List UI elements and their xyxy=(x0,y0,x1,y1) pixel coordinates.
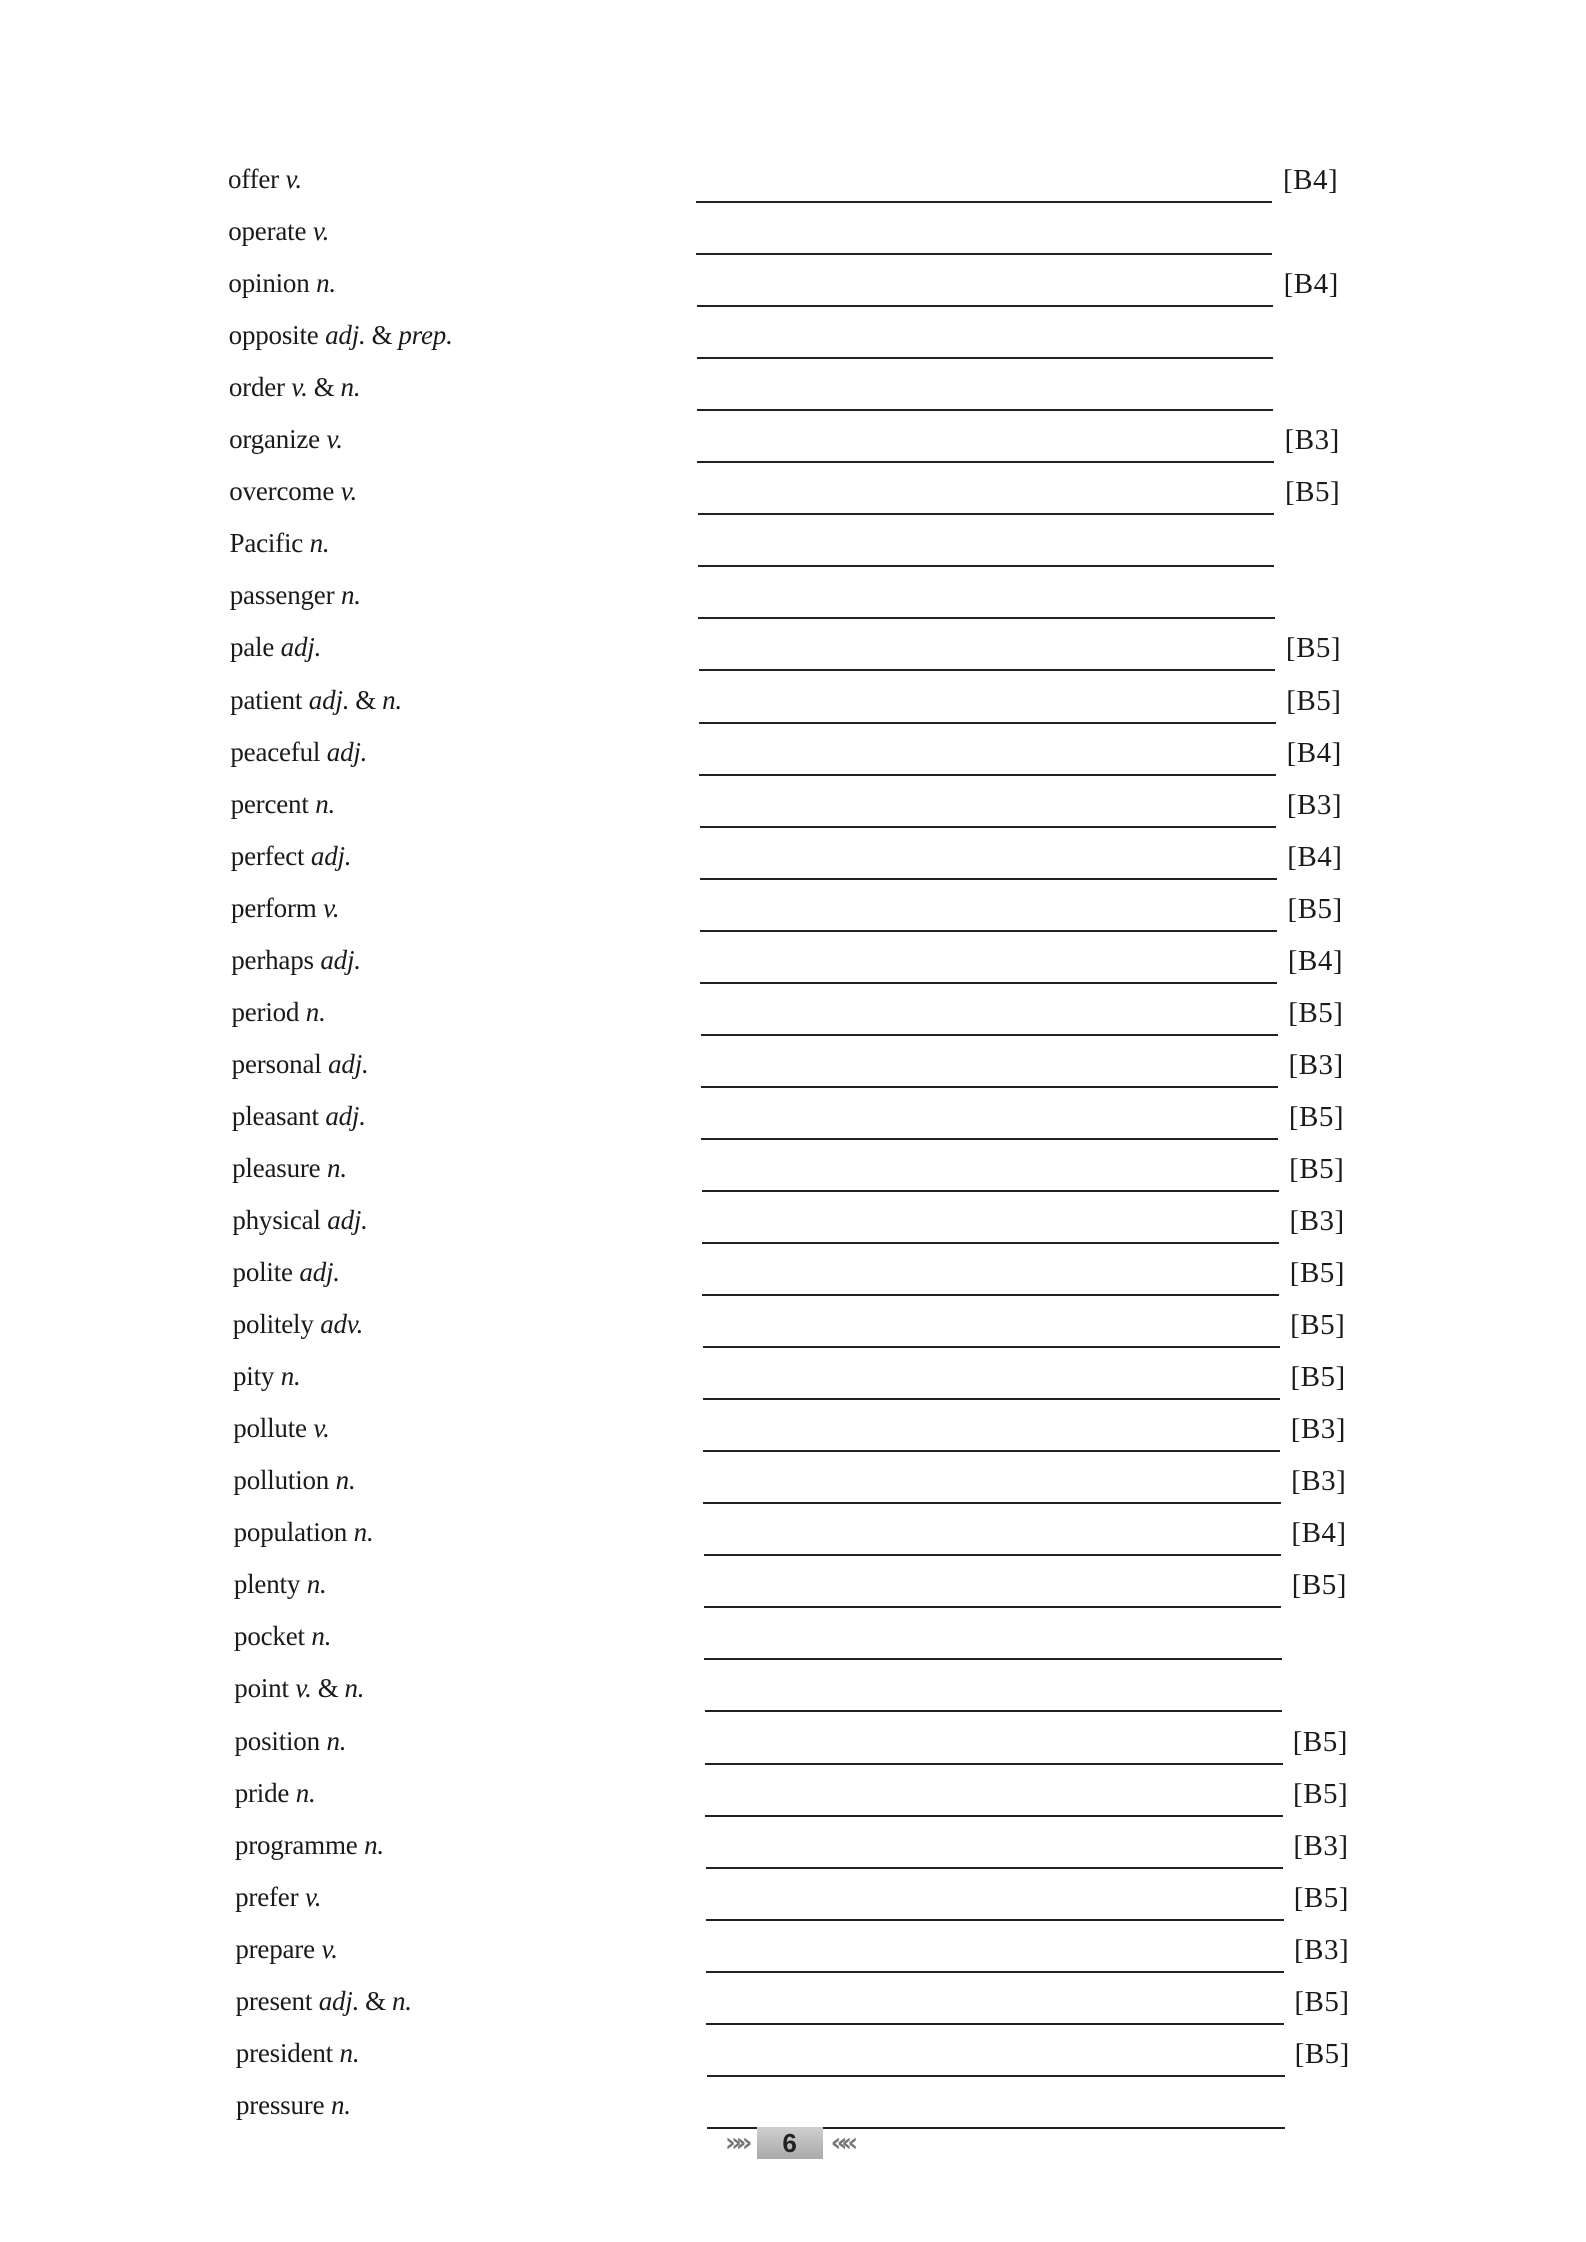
vocab-word xyxy=(234,1623,331,1650)
part-of-speech: n. xyxy=(311,1621,332,1652)
headword: patient xyxy=(230,684,303,715)
level-tag: [B5] xyxy=(1288,996,1344,1029)
answer-blank[interactable] xyxy=(706,1867,1284,1869)
level-tag: [B3] xyxy=(1291,1465,1347,1498)
headword: opposite xyxy=(228,320,319,351)
part-of-speech: n. xyxy=(306,1569,327,1600)
part-of-speech: n. xyxy=(280,1361,301,1392)
headword: pleasure xyxy=(232,1152,321,1183)
vocab-row xyxy=(0,1350,1586,1402)
vocab-row xyxy=(0,1610,1586,1662)
level-tag: [B3] xyxy=(1289,1205,1345,1237)
headword: pleasant xyxy=(231,1100,319,1131)
vocab-row xyxy=(0,569,1586,621)
headword: percent xyxy=(230,788,309,819)
vocab-row xyxy=(0,1923,1586,1975)
vocab-row xyxy=(0,1975,1586,2027)
vocab-word xyxy=(230,530,330,557)
headword: plenty xyxy=(233,1569,301,1600)
vocab-word xyxy=(233,1467,355,1494)
part-of-speech: adj. xyxy=(280,632,322,663)
answer-blank[interactable] xyxy=(700,982,1277,984)
left-arrows-icon: »» xyxy=(725,2128,747,2158)
headword: present xyxy=(235,1985,313,2016)
answer-blank[interactable] xyxy=(697,409,1273,411)
vocab-word xyxy=(234,1777,316,1808)
vocab-word xyxy=(230,736,368,767)
vocab-row xyxy=(0,882,1586,934)
answer-blank[interactable] xyxy=(704,1554,1281,1556)
vocab-word xyxy=(235,1881,322,1912)
part-of-speech: v. xyxy=(326,424,343,455)
right-arrows-icon: «« xyxy=(830,2128,853,2158)
part-of-speech: n. xyxy=(309,528,330,559)
vocab-word xyxy=(232,1152,347,1183)
part-of-speech: n. xyxy=(327,1152,347,1183)
vocab-word xyxy=(228,218,329,245)
level-tag: [B5] xyxy=(1285,632,1342,665)
vocab-row xyxy=(0,361,1586,413)
vocab-row xyxy=(0,621,1586,673)
part-of-speech: v. xyxy=(295,1673,312,1704)
headword: politely xyxy=(232,1309,314,1340)
headword: perfect xyxy=(230,840,305,871)
vocab-row xyxy=(0,2027,1586,2079)
vocab-word xyxy=(233,1311,363,1338)
headword: pale xyxy=(229,632,275,663)
vocab-row xyxy=(0,1506,1586,1558)
answer-blank[interactable] xyxy=(704,1658,1282,1660)
level-tag: [B5] xyxy=(1289,1257,1345,1290)
part-of-speech: adj. xyxy=(325,320,366,351)
vocab-row xyxy=(0,413,1586,465)
part-of-speech: adj. xyxy=(325,1100,366,1131)
vocab-word xyxy=(231,944,361,975)
part-of-speech: n. xyxy=(305,996,326,1027)
level-tag: [B5] xyxy=(1294,2037,1350,2070)
headword: point xyxy=(234,1673,289,1704)
vocab-word xyxy=(229,322,453,349)
answer-blank[interactable] xyxy=(706,2023,1284,2025)
page-number: 6 xyxy=(757,2127,823,2159)
headword: period xyxy=(231,996,300,1027)
vocab-word xyxy=(235,1933,338,1964)
headword: perhaps xyxy=(231,944,314,975)
headword: prefer xyxy=(235,1881,299,1912)
part-of-speech-2: n. xyxy=(344,1673,365,1704)
vocab-row xyxy=(0,2079,1586,2131)
vocab-row xyxy=(0,1871,1586,1923)
headword: offer xyxy=(228,164,279,194)
answer-blank[interactable] xyxy=(696,201,1272,203)
level-tag: [B4] xyxy=(1287,944,1344,977)
vocab-row xyxy=(0,1767,1586,1819)
part-of-speech: n. xyxy=(340,580,361,611)
level-tag: [B5] xyxy=(1294,1985,1350,2018)
answer-blank[interactable] xyxy=(705,1815,1283,1817)
headword: position xyxy=(234,1725,320,1756)
answer-blank[interactable] xyxy=(700,930,1277,932)
level-tag: [B5] xyxy=(1293,1881,1349,1914)
vocab-row xyxy=(0,309,1586,361)
part-of-speech: v. xyxy=(291,372,308,403)
level-tag: [B3] xyxy=(1293,1829,1349,1862)
vocab-row xyxy=(0,1819,1586,1871)
level-tag: [B5] xyxy=(1287,892,1343,925)
answer-blank[interactable] xyxy=(700,826,1277,828)
vocab-row xyxy=(0,1142,1586,1194)
headword: overcome xyxy=(229,476,335,507)
vocab-row xyxy=(0,517,1586,569)
part-of-speech: adv. xyxy=(320,1309,364,1340)
vocab-word xyxy=(235,2037,360,2068)
ampersand: & xyxy=(317,1673,339,1704)
headword: peaceful xyxy=(230,736,321,767)
level-tag: [B5] xyxy=(1292,1725,1348,1758)
headword: programme xyxy=(234,1829,358,1860)
answer-blank[interactable] xyxy=(702,1242,1279,1244)
part-of-speech: n. xyxy=(339,2037,360,2068)
answer-blank[interactable] xyxy=(701,1138,1278,1140)
headword: pocket xyxy=(234,1621,305,1652)
part-of-speech: adj. xyxy=(328,1048,369,1079)
answer-blank[interactable] xyxy=(706,1919,1284,1921)
vocab-word xyxy=(235,1985,412,2016)
part-of-speech: n. xyxy=(326,1725,347,1756)
answer-blank[interactable] xyxy=(697,357,1273,359)
headword: personal xyxy=(231,1048,322,1079)
part-of-speech: n. xyxy=(316,268,336,299)
vocab-row xyxy=(0,830,1586,882)
answer-blank[interactable] xyxy=(699,669,1275,671)
vocab-word xyxy=(230,634,321,661)
level-tag: [B3] xyxy=(1294,1933,1350,1966)
vocab-word xyxy=(232,1207,367,1234)
answer-blank[interactable] xyxy=(705,1710,1283,1712)
headword: pollute xyxy=(233,1413,307,1444)
level-tag: [B5] xyxy=(1290,1361,1346,1394)
vocab-word xyxy=(231,996,326,1027)
part-of-speech-2: n. xyxy=(391,1985,412,2016)
vocab-row xyxy=(0,257,1586,309)
answer-blank[interactable] xyxy=(702,1190,1279,1192)
answer-blank[interactable] xyxy=(707,2075,1285,2077)
vocab-word xyxy=(228,270,336,297)
part-of-speech: adj. xyxy=(308,684,350,715)
vocab-row xyxy=(0,1715,1586,1767)
part-of-speech: v. xyxy=(304,1881,322,1912)
level-tag: [B4] xyxy=(1283,268,1339,301)
level-tag: [B5] xyxy=(1289,1152,1345,1185)
level-tag: [B5] xyxy=(1290,1309,1346,1342)
vocab-word xyxy=(233,1363,301,1390)
answer-blank[interactable] xyxy=(698,617,1274,619)
headword: operate xyxy=(228,216,307,247)
level-tag: [B5] xyxy=(1291,1569,1347,1602)
headword: pollution xyxy=(233,1465,330,1496)
ampersand: & xyxy=(371,320,393,351)
ampersand: & xyxy=(355,684,377,715)
part-of-speech: adj. xyxy=(310,840,352,871)
vocab-word xyxy=(228,166,302,193)
vocab-word xyxy=(229,426,343,453)
part-of-speech: adj. xyxy=(299,1257,340,1288)
vocab-row xyxy=(0,153,1586,205)
level-tag: [B3] xyxy=(1284,424,1340,457)
answer-blank[interactable] xyxy=(699,774,1276,776)
answer-blank[interactable] xyxy=(703,1450,1280,1452)
answer-blank[interactable] xyxy=(706,1971,1284,1973)
part-of-speech-2: prep. xyxy=(398,320,453,351)
vocab-word xyxy=(236,2089,351,2120)
headword: pride xyxy=(234,1777,290,1808)
vocab-word xyxy=(234,1829,384,1860)
vocab-word xyxy=(231,1048,369,1079)
part-of-speech: v. xyxy=(340,476,358,507)
vocab-row xyxy=(0,1194,1586,1246)
vocab-row xyxy=(0,726,1586,778)
answer-blank[interactable] xyxy=(699,722,1276,724)
vocab-word xyxy=(230,684,402,715)
answer-blank[interactable] xyxy=(697,305,1273,307)
answer-blank[interactable] xyxy=(696,253,1272,255)
part-of-speech: n. xyxy=(295,1777,316,1808)
page-footer xyxy=(725,2125,852,2161)
vocab-row xyxy=(0,986,1586,1038)
level-tag: [B4] xyxy=(1287,840,1343,873)
answer-blank[interactable] xyxy=(701,1086,1278,1088)
level-tag: [B3] xyxy=(1290,1413,1346,1446)
part-of-speech: adj. xyxy=(320,944,361,975)
vocab-row xyxy=(0,465,1586,517)
headword: physical xyxy=(232,1205,321,1235)
headword: president xyxy=(235,2037,333,2068)
vocab-row xyxy=(0,1558,1586,1610)
part-of-speech: n. xyxy=(364,1829,384,1860)
vocab-row xyxy=(0,1090,1586,1142)
vocab-row xyxy=(0,1246,1586,1298)
level-tag: [B4] xyxy=(1291,1517,1347,1550)
vocab-word xyxy=(229,478,357,505)
vocab-word xyxy=(230,788,336,819)
level-tag: [B5] xyxy=(1288,1100,1344,1133)
answer-blank[interactable] xyxy=(698,513,1274,515)
answer-blank[interactable] xyxy=(701,1034,1278,1036)
vocab-row xyxy=(0,934,1586,986)
level-tag: [B5] xyxy=(1284,476,1341,509)
answer-blank[interactable] xyxy=(697,461,1273,463)
vocab-word xyxy=(234,1519,374,1546)
vocab-row xyxy=(0,1662,1586,1714)
ampersand: & xyxy=(313,372,335,403)
part-of-speech: n. xyxy=(330,2089,351,2120)
headword: polite xyxy=(232,1257,293,1288)
headword: organize xyxy=(229,424,320,455)
part-of-speech: n. xyxy=(315,788,336,819)
headword: order xyxy=(228,372,285,403)
vocab-word xyxy=(230,840,352,871)
level-tag: [B4] xyxy=(1283,164,1339,196)
level-tag: [B4] xyxy=(1286,736,1342,769)
vocab-word xyxy=(234,1571,327,1598)
vocab-word xyxy=(230,582,361,609)
headword: pressure xyxy=(236,2089,325,2120)
vocab-word xyxy=(231,892,340,923)
headword: prepare xyxy=(235,1933,315,1964)
vocab-row xyxy=(0,778,1586,830)
vocab-row xyxy=(0,1454,1586,1506)
vocab-row xyxy=(0,1298,1586,1350)
vocab-word xyxy=(229,374,361,401)
level-tag: [B5] xyxy=(1286,684,1342,717)
vocab-word xyxy=(233,1259,340,1286)
headword: pity xyxy=(232,1361,275,1392)
part-of-speech: v. xyxy=(312,216,330,247)
ampersand: & xyxy=(365,1985,386,2016)
vocab-word xyxy=(234,1675,364,1702)
vocab-word xyxy=(231,1100,366,1131)
part-of-speech: adj. xyxy=(327,1205,368,1235)
level-tag: [B5] xyxy=(1293,1777,1349,1810)
vocab-row xyxy=(0,674,1586,726)
headword: perform xyxy=(231,892,317,923)
answer-blank[interactable] xyxy=(703,1502,1280,1504)
vocab-row xyxy=(0,205,1586,257)
answer-blank[interactable] xyxy=(700,878,1277,880)
headword: Pacific xyxy=(229,528,304,559)
vocab-word xyxy=(234,1725,347,1756)
vocab-word xyxy=(233,1415,330,1442)
vocab-row xyxy=(0,1038,1586,1090)
part-of-speech: v. xyxy=(313,1413,330,1444)
headword: passenger xyxy=(229,580,335,611)
answer-blank[interactable] xyxy=(703,1346,1280,1348)
headword: opinion xyxy=(228,268,310,299)
part-of-speech: adj. xyxy=(318,1985,360,2016)
answer-blank[interactable] xyxy=(702,1294,1279,1296)
answer-blank[interactable] xyxy=(705,1763,1283,1765)
answer-blank[interactable] xyxy=(703,1398,1280,1400)
part-of-speech: v. xyxy=(323,892,340,923)
answer-blank[interactable] xyxy=(698,565,1274,567)
part-of-speech: adj. xyxy=(326,736,368,767)
part-of-speech: n. xyxy=(353,1517,374,1548)
level-tag: [B3] xyxy=(1288,1048,1344,1081)
part-of-speech: n. xyxy=(335,1465,356,1496)
part-of-speech: v. xyxy=(285,164,302,194)
part-of-speech-2: n. xyxy=(382,684,402,715)
part-of-speech: v. xyxy=(321,1933,338,1964)
part-of-speech-2: n. xyxy=(340,372,361,403)
level-tag: [B3] xyxy=(1286,788,1343,821)
headword: population xyxy=(233,1517,348,1548)
vocab-row xyxy=(0,1402,1586,1454)
answer-blank[interactable] xyxy=(704,1606,1281,1608)
